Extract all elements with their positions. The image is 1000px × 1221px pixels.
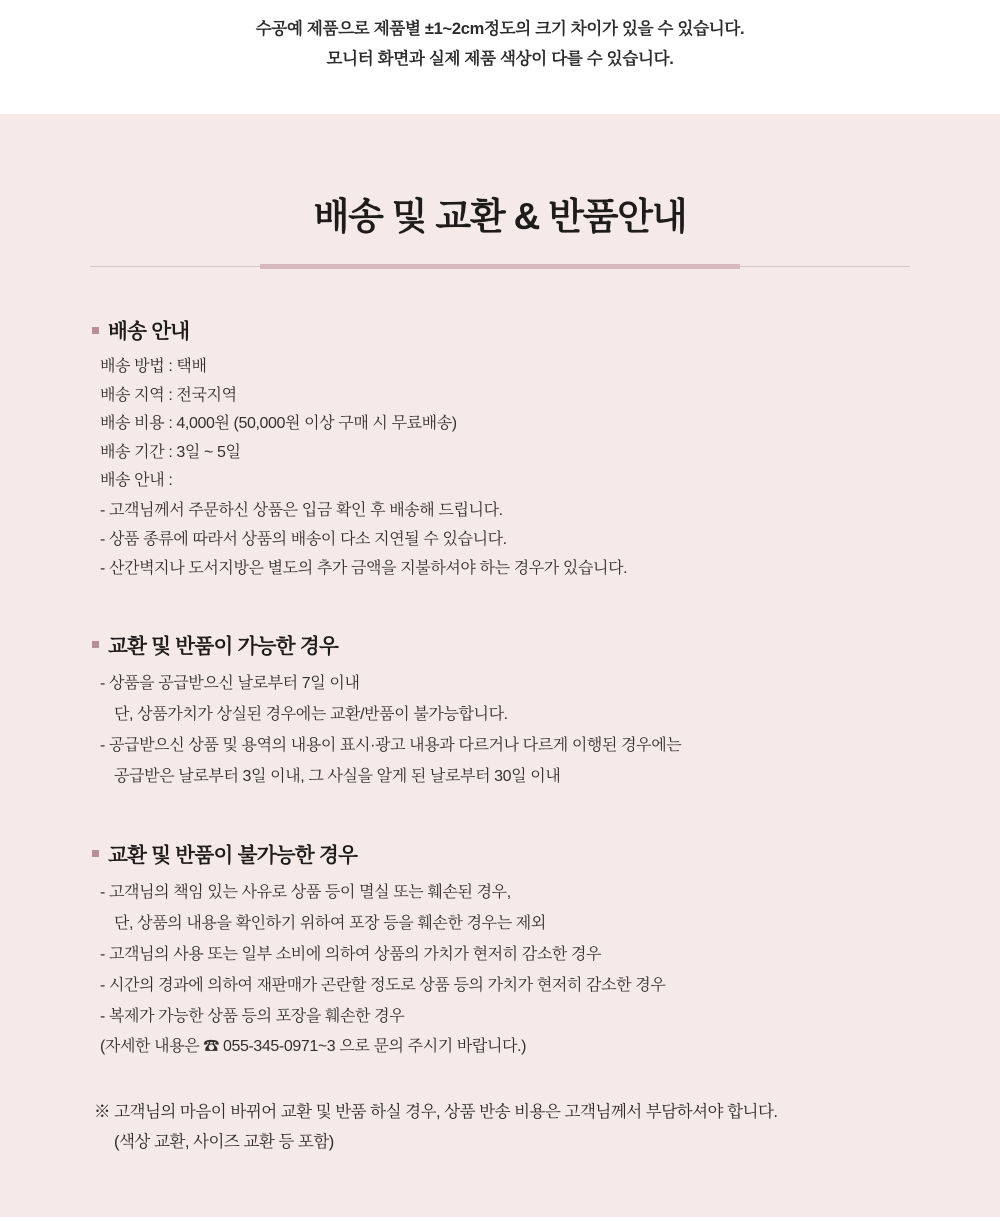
panel-title-wrap bbox=[0, 114, 1000, 240]
list-item-main: - 상품을 공급받으신 날로부터 7일 이내 bbox=[100, 674, 360, 692]
footer-notice bbox=[90, 1097, 910, 1157]
shipping-note: - 산간벽지나 도서지방은 별도의 추가 금액을 지불하셔야 하는 경우가 있습니다. bbox=[100, 559, 628, 577]
list-item bbox=[90, 877, 910, 939]
list-item-main: - 복제가 가능한 상품 등의 포장을 훼손한 경우 bbox=[100, 1007, 405, 1025]
list-item-main: - 고객님의 사용 또는 일부 소비에 의하여 상품의 가치가 현저히 감소한 경우 bbox=[100, 945, 602, 963]
section-exchange-possible-title: 교환 및 반품이 가능한 경우 bbox=[108, 634, 339, 658]
list-item-main: - 고객님의 책임 있는 사유로 상품 등이 멸실 또는 훼손된 경우, bbox=[100, 883, 511, 901]
section-exchange-impossible bbox=[90, 838, 910, 1061]
section-shipping bbox=[90, 314, 910, 583]
shipping-row: 배송 안내 : bbox=[100, 472, 173, 489]
shipping-note: - 상품 종류에 따라서 상품의 배송이 다소 지연될 수 있습니다. bbox=[100, 530, 507, 548]
list-item-main: - 시간의 경과에 의하여 재판매가 곤란할 정도로 상품 등의 가치가 현저히 감소한 경우 bbox=[100, 976, 666, 994]
shipping-note: - 고객님께서 주문하신 상품은 입금 확인 후 배송해 드립니다. bbox=[100, 501, 503, 519]
panel-content bbox=[90, 270, 910, 1157]
section-spacer bbox=[90, 617, 910, 629]
footer-notice-line-1: ※ 고객님의 마음이 바뀌어 교환 및 반품 하실 경우, 상품 반송 비용은 고객님께서 부담하셔야 합니다. bbox=[94, 1102, 778, 1121]
list-item-sub: 단, 상품가치가 상실된 경우에는 교환/반품이 불가능합니다. bbox=[114, 705, 508, 723]
shipping-row: 배송 기간 : 3일 ~ 5일 bbox=[100, 443, 241, 461]
section-exchange-impossible-title: 교환 및 반품이 불가능한 경우 bbox=[108, 843, 358, 867]
shipping-row: 배송 지역 : 전국지역 bbox=[100, 386, 237, 404]
shipping-row: 배송 비용 : 4,000원 (50,000원 이상 구매 시 무료배송) bbox=[100, 415, 457, 432]
section-exchange-possible bbox=[90, 629, 910, 792]
list-item bbox=[90, 730, 910, 792]
shipping-return-panel bbox=[0, 114, 1000, 1217]
shipping-row: 배송 방법 : 택배 bbox=[100, 358, 207, 375]
top-notice-line-2: 모니터 화면과 실제 제품 색상이 다를 수 있습니다. bbox=[326, 50, 674, 68]
top-notice-line-1: 수공예 제품으로 제품별 ±1~2cm정도의 크기 차이가 있을 수 있습니다. bbox=[255, 20, 745, 38]
list-item-main: - 공급받으신 상품 및 용역의 내용이 표시·광고 내용과 다르거나 다르게 이행된 경우에는 bbox=[100, 736, 682, 754]
section-exchange-possible-head bbox=[90, 629, 910, 659]
section-shipping-title: 배송 안내 bbox=[108, 320, 190, 343]
top-notice bbox=[0, 0, 1000, 74]
footer-notice-line-2: (색상 교환, 사이즈 교환 등 포함) bbox=[114, 1132, 334, 1151]
square-bullet-icon bbox=[92, 641, 99, 648]
square-bullet-icon bbox=[92, 850, 99, 857]
list-item bbox=[90, 668, 910, 730]
list-item bbox=[90, 939, 910, 970]
list-item-sub: 공급받은 날로부터 3일 이내, 그 사실을 알게 된 날로부터 30일 이내 bbox=[114, 767, 561, 785]
page-title: 배송 및 교환 & 반품안내 bbox=[313, 196, 687, 237]
title-divider bbox=[90, 264, 910, 270]
list-item bbox=[90, 1001, 910, 1032]
section-exchange-impossible-head bbox=[90, 838, 910, 868]
list-item bbox=[90, 970, 910, 1001]
divider-accent-bar bbox=[260, 264, 740, 269]
list-item-sub: 단, 상품의 내용을 확인하기 위하여 포장 등을 훼손한 경우는 제외 bbox=[114, 914, 546, 932]
section-spacer bbox=[90, 826, 910, 838]
square-bullet-icon bbox=[92, 327, 99, 334]
section-shipping-head bbox=[90, 314, 910, 344]
contact-info: (자세한 내용은 ☎ 055-345-0971~3 으로 문의 주시기 바랍니다.) bbox=[100, 1037, 527, 1055]
